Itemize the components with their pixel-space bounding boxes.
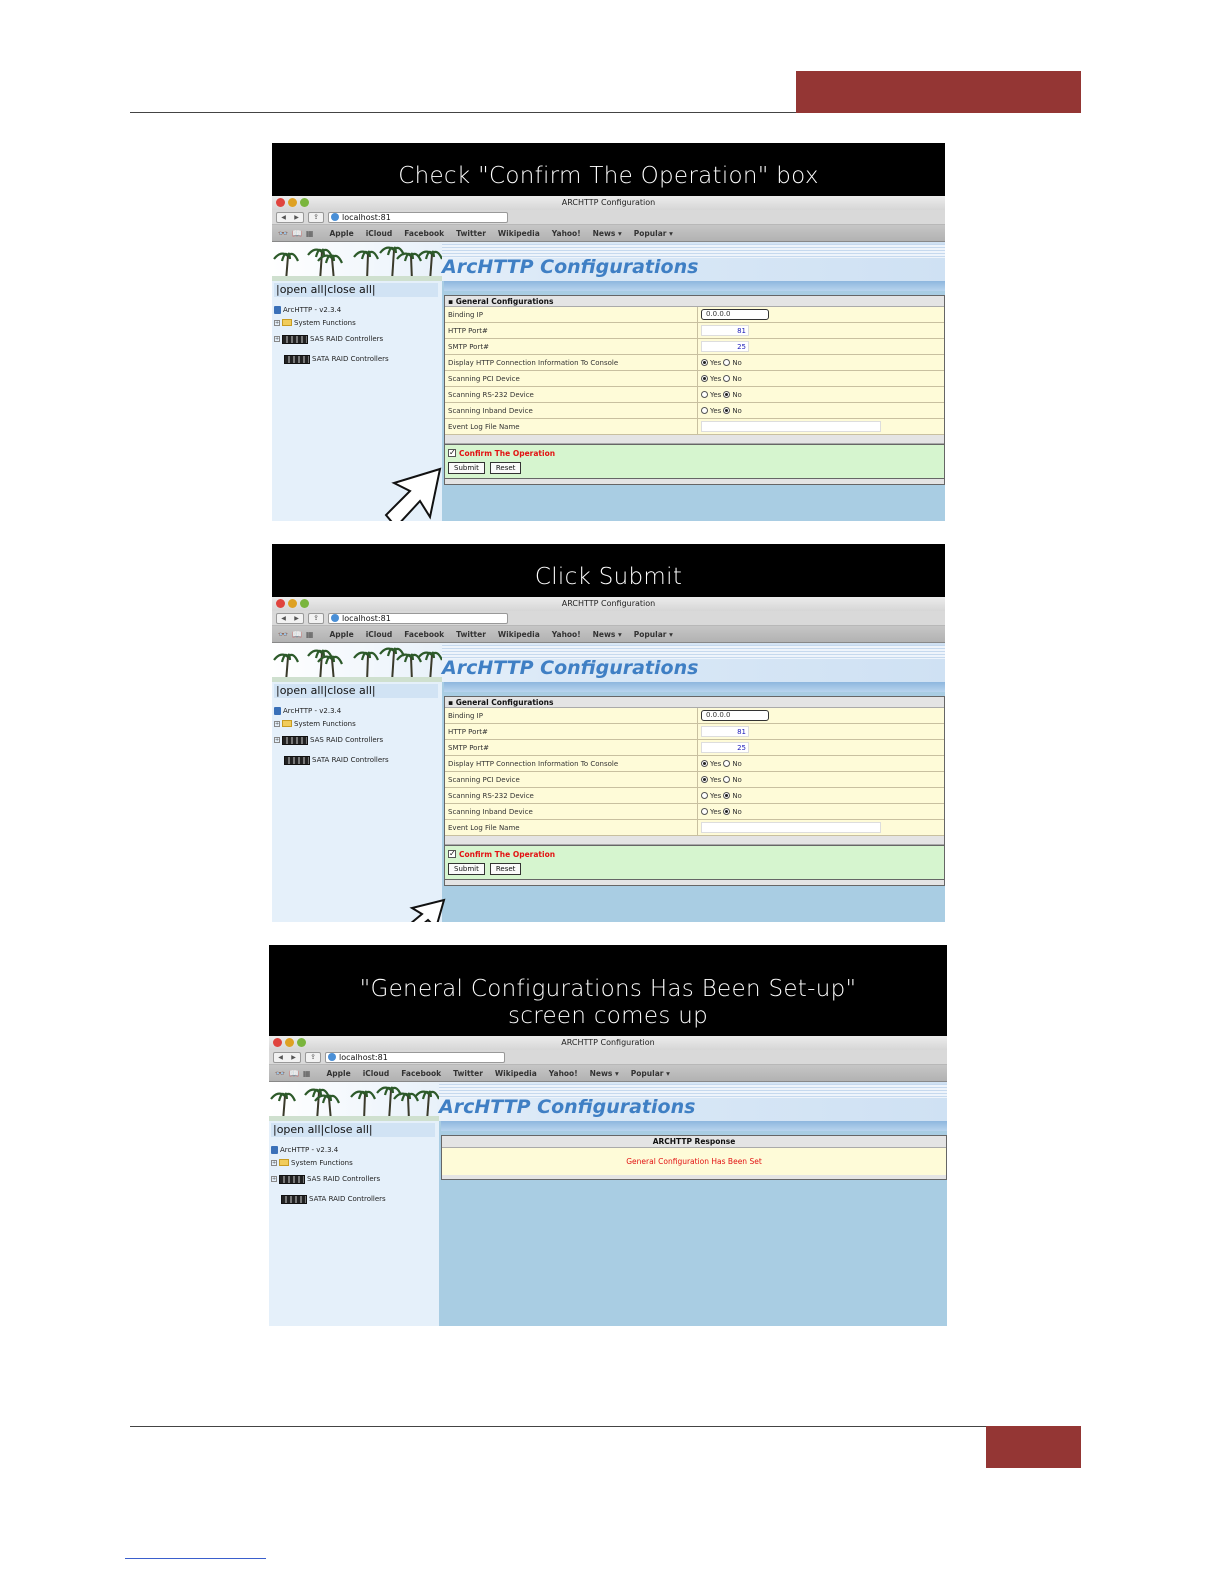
pointer-arrow-icon [368, 465, 448, 521]
window-titlebar [272, 597, 945, 611]
folder-icon [282, 319, 292, 326]
tree-item[interactable] [271, 1189, 439, 1209]
field-value [698, 792, 742, 800]
form-row [445, 740, 944, 756]
radio-yes-label: Yes [710, 759, 722, 768]
tree-item[interactable] [271, 1143, 439, 1156]
bookmarks-bar [269, 1065, 947, 1082]
field-label: Event Log File Name [445, 419, 698, 434]
instruction-text: Check "Confirm The Operation" box [398, 163, 819, 189]
radio-yes-label: Yes [710, 358, 722, 367]
field-label: Binding IP [445, 708, 698, 723]
radio-yes-label: Yes [710, 791, 722, 800]
minimize-window-icon[interactable] [288, 198, 297, 207]
form-row [445, 820, 944, 836]
confirm-label: Confirm The Operation [459, 448, 556, 458]
close-window-icon[interactable] [276, 198, 285, 207]
confirm-label: Confirm The Operation [459, 849, 556, 859]
reading-list-icon[interactable]: 👓📖▦ [275, 1068, 315, 1078]
open-close-all-links[interactable]: |open all|close all| [274, 283, 438, 297]
form-row [445, 323, 944, 339]
window-title: ARCHTTP Configuration [561, 1038, 655, 1047]
event-log-file-input[interactable] [701, 822, 881, 833]
field-value [698, 391, 742, 399]
radio-no[interactable] [723, 760, 730, 767]
share-button[interactable]: ⇪ [308, 212, 324, 223]
radio-yes[interactable] [701, 391, 708, 398]
port-input[interactable]: 81 [701, 325, 749, 336]
form-row [445, 772, 944, 788]
pc-icon [274, 306, 281, 314]
event-log-file-input[interactable] [701, 421, 881, 432]
radio-yes[interactable] [701, 760, 708, 767]
bookmark-link[interactable]: Wikipedia [494, 1068, 537, 1078]
main-content [442, 682, 945, 922]
bookmark-link[interactable]: iCloud [365, 629, 393, 639]
form-row [445, 307, 944, 323]
address-toolbar [269, 1050, 947, 1065]
port-input[interactable]: 81 [701, 726, 749, 737]
tree-item-label: SATA RAID Controllers [309, 1195, 386, 1203]
bookmark-link[interactable]: News ▾ [589, 1068, 619, 1078]
radio-yes-label: Yes [710, 374, 722, 383]
bookmark-link[interactable]: News ▾ [592, 629, 622, 639]
forward-arrow-icon[interactable]: ▶ [294, 213, 299, 221]
field-value [698, 309, 769, 320]
instruction-text: "General Configurations Has Been Set-up" [359, 976, 857, 1002]
field-label: Display HTTP Connection Information To Console [445, 756, 698, 771]
field-value [698, 776, 742, 784]
form-row [445, 419, 944, 435]
zoom-window-icon[interactable] [300, 198, 309, 207]
field-value [698, 710, 769, 721]
tree-item-label: SAS RAID Controllers [310, 736, 384, 744]
address-toolbar [272, 210, 945, 225]
form-row [445, 788, 944, 804]
folder-icon [282, 720, 292, 727]
instruction-banner [272, 544, 945, 597]
confirm-bottom-bar [444, 479, 945, 485]
radio-yes[interactable] [701, 776, 708, 783]
tree-item-label: SAS RAID Controllers [307, 1175, 381, 1183]
tree-item[interactable] [271, 1169, 439, 1189]
pointer-arrow-icon [406, 898, 446, 922]
app-banner [272, 643, 945, 682]
confirm-area [444, 846, 945, 880]
pc-icon [274, 707, 281, 715]
form-row [445, 724, 944, 740]
bookmark-link[interactable]: Popular ▾ [633, 228, 673, 238]
field-value [698, 375, 742, 383]
share-button[interactable]: ⇪ [305, 1052, 321, 1063]
binding-ip-select[interactable]: 0.0.0.0 [701, 710, 769, 721]
field-label: HTTP Port# [445, 724, 698, 739]
field-label: Scanning RS-232 Device [445, 387, 698, 402]
card-icon [284, 355, 310, 364]
bookmark-link[interactable]: Apple [329, 228, 354, 238]
window-title: ARCHTTP Configuration [561, 198, 656, 207]
form-header: ▪ General Configurations [445, 296, 944, 307]
open-close-all-links[interactable]: |open all|close all| [271, 1123, 435, 1137]
tree-item-label: SATA RAID Controllers [312, 355, 389, 363]
confirm-area [444, 445, 945, 479]
header-accent-bar [796, 71, 1081, 113]
reset-button[interactable]: Reset [490, 462, 522, 474]
field-value [698, 359, 742, 367]
main-header-bar [444, 281, 945, 291]
expand-icon[interactable]: + [275, 319, 280, 326]
share-button[interactable]: ⇪ [308, 613, 324, 624]
app-title: ArcHTTP Configurations [442, 657, 699, 679]
bookmark-link[interactable]: Apple [329, 629, 354, 639]
screenshot-panel-2 [272, 544, 945, 922]
radio-yes-label: Yes [710, 775, 722, 784]
main-header-bar [444, 682, 945, 692]
tree-item-label: ArcHTTP - v2.3.4 [283, 305, 342, 314]
form-footer [445, 836, 944, 845]
bookmark-link[interactable]: Wikipedia [497, 629, 540, 639]
address-toolbar [272, 611, 945, 626]
response-bottom-bar [442, 1175, 946, 1179]
confirm-checkbox[interactable]: ✓ [449, 849, 456, 858]
card-icon [284, 756, 310, 765]
close-window-icon[interactable] [276, 599, 285, 608]
palm-trees-banner [272, 242, 442, 281]
screenshot-panel-3 [269, 945, 947, 1326]
tree-item[interactable] [274, 349, 442, 369]
confirm-bottom-bar [444, 880, 945, 886]
tree-item[interactable] [274, 704, 442, 717]
bookmarks-bar [272, 626, 945, 643]
window-title: ARCHTTP Configuration [561, 599, 656, 608]
app-page [272, 643, 945, 922]
bookmark-link[interactable]: Yahoo! [548, 1068, 578, 1078]
radio-no[interactable] [723, 375, 730, 382]
bookmark-link[interactable]: Twitter [453, 1068, 483, 1078]
sidebar [272, 682, 442, 922]
reset-button[interactable]: Reset [490, 863, 522, 875]
back-arrow-icon[interactable]: ◀ [278, 1053, 283, 1061]
main-content [442, 281, 945, 521]
footer-rule [130, 1426, 986, 1427]
bookmark-link[interactable]: Twitter [456, 629, 486, 639]
tree-item[interactable] [274, 329, 442, 349]
instruction-text: Click Submit [534, 564, 683, 590]
radio-no[interactable] [723, 808, 730, 815]
field-label: Scanning Inband Device [445, 804, 698, 819]
tree-item-label: System Functions [294, 318, 356, 327]
bookmark-link[interactable]: News ▾ [592, 228, 622, 238]
tree-item-label: System Functions [291, 1158, 353, 1167]
palm-trees-banner [272, 643, 442, 682]
confirm-checkbox[interactable]: ✓ [449, 448, 456, 457]
general-config-form [444, 696, 945, 846]
url-field[interactable] [325, 1052, 505, 1063]
field-label: Display HTTP Connection Information To Console [445, 355, 698, 370]
radio-no-label: No [732, 374, 742, 383]
radio-yes[interactable] [701, 359, 708, 366]
nav-tree [272, 297, 442, 369]
tree-item-label: SATA RAID Controllers [312, 756, 389, 764]
tree-item[interactable] [274, 717, 442, 730]
response-header: ARCHTTP Response [442, 1136, 946, 1148]
reading-list-icon[interactable]: 👓📖▦ [278, 228, 318, 238]
bookmark-link[interactable]: Apple [326, 1068, 351, 1078]
minimize-window-icon[interactable] [285, 1038, 294, 1047]
url-field[interactable] [328, 212, 508, 223]
general-config-form [444, 295, 945, 445]
radio-yes-label: Yes [710, 390, 722, 399]
app-page [269, 1082, 947, 1326]
tree-item[interactable] [274, 750, 442, 770]
radio-yes-label: Yes [710, 406, 722, 415]
radio-yes[interactable] [701, 375, 708, 382]
bookmark-link[interactable]: Yahoo! [551, 228, 581, 238]
field-value [698, 808, 742, 816]
form-row [445, 371, 944, 387]
folder-icon [279, 1159, 289, 1166]
palm-trees-banner [269, 1082, 439, 1121]
radio-no-label: No [732, 390, 742, 399]
confirm-row [448, 848, 941, 860]
url-text: localhost:81 [342, 212, 391, 222]
tree-item[interactable] [274, 303, 442, 316]
expand-icon[interactable]: + [272, 1176, 277, 1182]
url-text: localhost:81 [342, 613, 391, 623]
bookmark-link[interactable]: Yahoo! [551, 629, 581, 639]
bookmark-link[interactable]: Facebook [401, 1068, 442, 1078]
footer-link-underline [125, 1558, 266, 1559]
submit-button[interactable]: Submit [448, 863, 485, 875]
window-titlebar [269, 1036, 947, 1050]
radio-yes-label: Yes [710, 807, 722, 816]
back-arrow-icon[interactable]: ◀ [281, 614, 286, 622]
radio-no[interactable] [723, 391, 730, 398]
footer-accent-bar [986, 1426, 1081, 1468]
main-content [439, 1121, 947, 1326]
field-value [698, 822, 881, 833]
radio-no-label: No [732, 807, 742, 816]
tree-item[interactable] [274, 730, 442, 750]
field-value [698, 407, 742, 415]
minimize-window-icon[interactable] [288, 599, 297, 608]
bookmark-link[interactable]: iCloud [362, 1068, 390, 1078]
card-icon [281, 1195, 307, 1204]
window-titlebar [272, 196, 945, 210]
field-label: Scanning Inband Device [445, 403, 698, 418]
field-label: Scanning RS-232 Device [445, 788, 698, 803]
radio-yes[interactable] [701, 808, 708, 815]
form-buttons [448, 863, 941, 875]
bookmark-link[interactable]: Twitter [456, 228, 486, 238]
nav-tree [269, 1137, 439, 1209]
zoom-window-icon[interactable] [297, 1038, 306, 1047]
instruction-banner [272, 143, 945, 196]
instruction-banner [269, 945, 947, 1036]
app-title: ArcHTTP Configurations [439, 1096, 696, 1118]
form-buttons [448, 462, 941, 474]
field-value [698, 742, 749, 753]
field-value [698, 325, 749, 336]
field-label: Event Log File Name [445, 820, 698, 835]
radio-yes[interactable] [701, 407, 708, 414]
open-close-all-links[interactable]: |open all|close all| [274, 684, 438, 698]
field-value [698, 341, 749, 352]
window-controls [276, 198, 309, 207]
radio-no[interactable] [723, 359, 730, 366]
field-label: Scanning PCI Device [445, 371, 698, 386]
bookmark-link[interactable]: Popular ▾ [633, 629, 673, 639]
expand-icon[interactable]: + [275, 336, 280, 342]
field-label: HTTP Port# [445, 323, 698, 338]
field-value [698, 726, 749, 737]
radio-no-label: No [732, 406, 742, 415]
bookmark-link[interactable]: Facebook [404, 228, 445, 238]
binding-ip-select[interactable]: 0.0.0.0 [701, 309, 769, 320]
bookmark-link[interactable]: Facebook [404, 629, 445, 639]
radio-yes[interactable] [701, 792, 708, 799]
close-window-icon[interactable] [273, 1038, 282, 1047]
globe-icon [331, 614, 339, 622]
window-controls [276, 599, 309, 608]
expand-icon[interactable]: + [275, 720, 280, 727]
globe-icon [331, 213, 339, 221]
field-label: SMTP Port# [445, 339, 698, 354]
back-arrow-icon[interactable]: ◀ [281, 213, 286, 221]
field-label: SMTP Port# [445, 740, 698, 755]
content-row [269, 1121, 947, 1326]
port-input[interactable]: 25 [701, 341, 749, 352]
form-row [445, 708, 944, 724]
instruction-text: screen comes up [507, 1003, 708, 1029]
radio-no[interactable] [723, 792, 730, 799]
tree-item-label: System Functions [294, 719, 356, 728]
tree-item-label: SAS RAID Controllers [310, 335, 384, 343]
expand-icon[interactable]: + [272, 1159, 277, 1166]
content-row [272, 682, 945, 922]
port-input[interactable]: 25 [701, 742, 749, 753]
form-footer [445, 435, 944, 444]
field-value [698, 421, 881, 432]
back-forward-buttons [276, 212, 304, 223]
radio-no-label: No [732, 358, 742, 367]
url-field[interactable] [328, 613, 508, 624]
header-rule [130, 112, 796, 113]
card-icon [279, 1175, 305, 1184]
back-forward-buttons [276, 613, 304, 624]
url-text: localhost:81 [339, 1052, 388, 1062]
forward-arrow-icon[interactable]: ▶ [294, 614, 299, 622]
app-banner [269, 1082, 947, 1121]
bookmarks-bar [272, 225, 945, 242]
tree-item-label: ArcHTTP - v2.3.4 [283, 706, 342, 715]
window-controls [273, 1038, 306, 1047]
main-header-bar [441, 1121, 947, 1131]
radio-no-label: No [732, 791, 742, 800]
radio-no[interactable] [723, 776, 730, 783]
form-row [445, 804, 944, 820]
screenshot-panel-1 [272, 143, 945, 521]
forward-arrow-icon[interactable]: ▶ [291, 1053, 296, 1061]
expand-icon[interactable]: + [275, 737, 280, 743]
nav-tree [272, 698, 442, 770]
form-header: ▪ General Configurations [445, 697, 944, 708]
tree-item[interactable] [274, 316, 442, 329]
sidebar [269, 1121, 439, 1326]
app-title: ArcHTTP Configurations [442, 256, 699, 278]
pc-icon [271, 1146, 278, 1154]
card-icon [282, 736, 308, 745]
response-box [441, 1135, 947, 1180]
form-row [445, 403, 944, 419]
zoom-window-icon[interactable] [300, 599, 309, 608]
back-forward-buttons [273, 1052, 301, 1063]
tree-item-label: ArcHTTP - v2.3.4 [280, 1145, 339, 1154]
field-label: Binding IP [445, 307, 698, 322]
form-row [445, 756, 944, 772]
bookmark-link[interactable]: Popular ▾ [630, 1068, 670, 1078]
reading-list-icon[interactable]: 👓📖▦ [278, 629, 318, 639]
form-row [445, 339, 944, 355]
tree-item[interactable] [271, 1156, 439, 1169]
confirm-row [448, 447, 941, 459]
field-label: Scanning PCI Device [445, 772, 698, 787]
app-banner [272, 242, 945, 281]
bookmark-link[interactable]: Wikipedia [497, 228, 540, 238]
radio-no[interactable] [723, 407, 730, 414]
card-icon [282, 335, 308, 344]
bookmark-link[interactable]: iCloud [365, 228, 393, 238]
form-row [445, 355, 944, 371]
response-message: General Configuration Has Been Set [626, 1157, 762, 1166]
field-value [698, 760, 742, 768]
submit-button[interactable]: Submit [448, 462, 485, 474]
radio-no-label: No [732, 775, 742, 784]
form-row [445, 387, 944, 403]
globe-icon [328, 1053, 336, 1061]
radio-no-label: No [732, 759, 742, 768]
